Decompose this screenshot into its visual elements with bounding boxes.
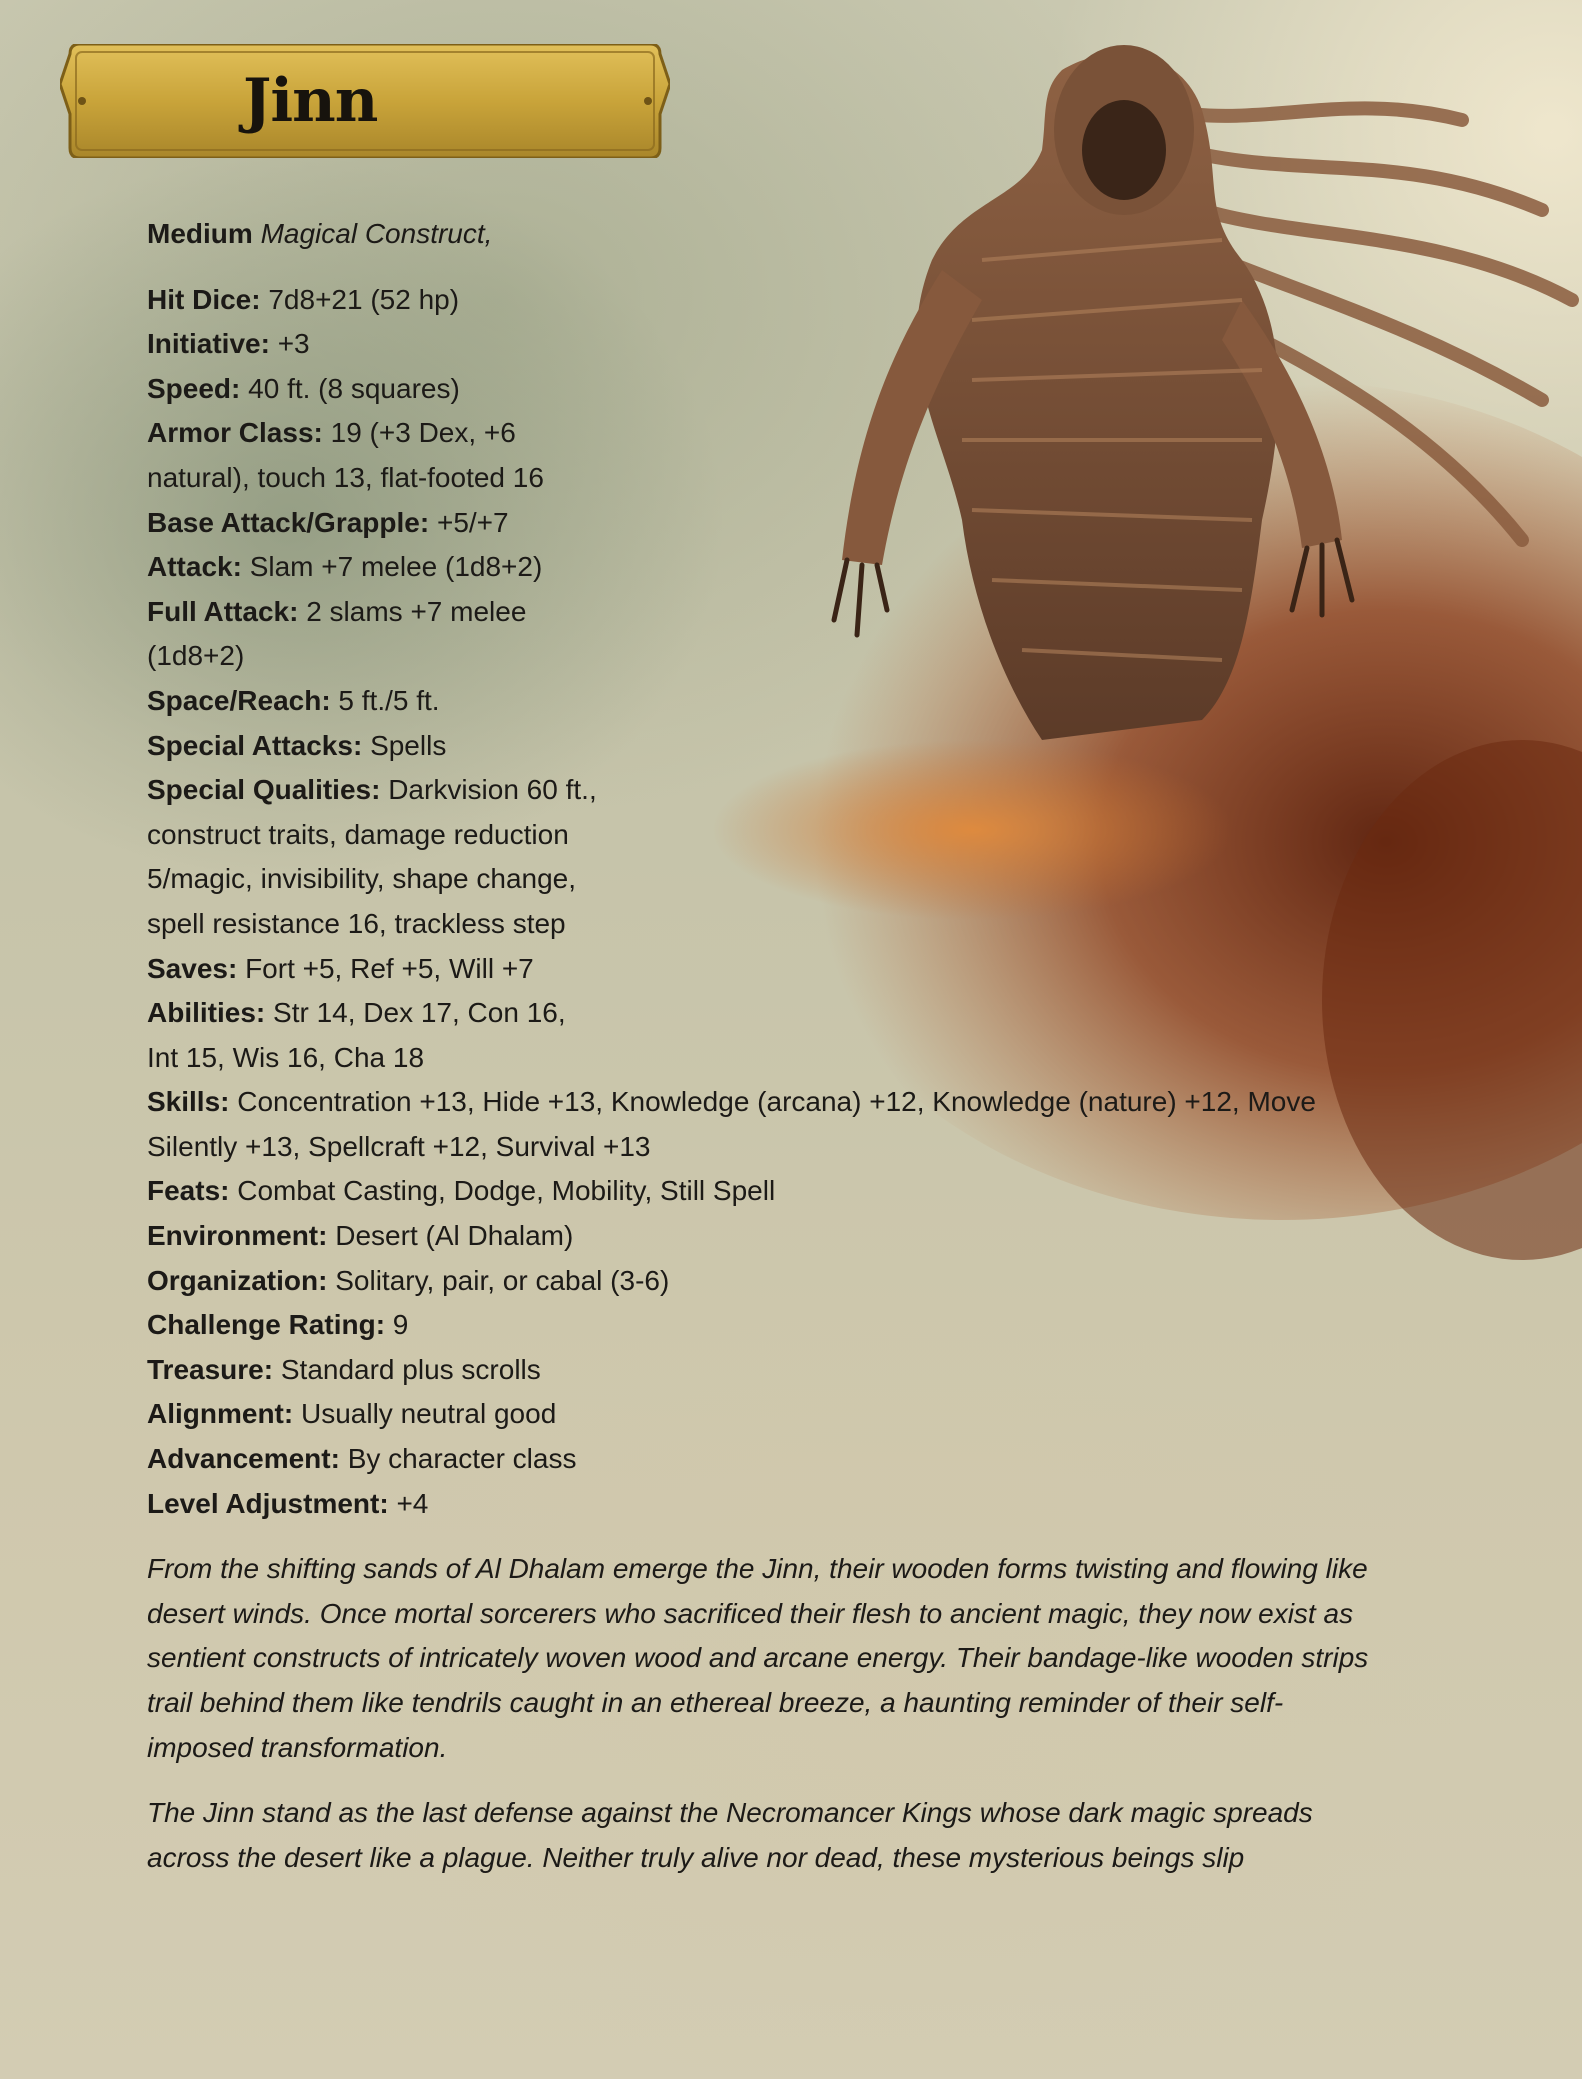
stat-organization (147, 1259, 1377, 1304)
stat-value: 7d8+21 (52 hp) (268, 283, 460, 315)
stat-value: Concentration +13, Hide +13, Knowledge (arcana) +12, Knowledge (nature) +12, Move Silently +13, Spellcraft +12, Survival +13 (147, 1086, 1316, 1162)
stat-hit-dice (147, 278, 607, 323)
stat-value: 2 slams +7 melee (1d8+2) (147, 595, 527, 672)
stat-value: Combat Casting, Dodge, Mobility, Still Spell (237, 1175, 776, 1207)
stat-value: 9 (392, 1309, 409, 1341)
stat-label: Saves: (147, 952, 238, 984)
stat-label: Armor Class: (147, 417, 323, 449)
stat-label: Attack: (147, 551, 242, 583)
stat-challenge-rating (147, 1303, 1377, 1348)
stat-value: Spells (370, 729, 447, 761)
stat-level-adjustment (147, 1482, 1377, 1527)
stat-value: 5 ft./5 ft. (338, 684, 440, 716)
stat-label: Base Attack/Grapple: (147, 506, 430, 538)
stat-label: Space/Reach: (147, 684, 331, 716)
stat-value: Darkvision 60 ft., construct traits, damage reduction 5/magic, invisibility, shape change, spell resistance 16, trackless step (147, 774, 597, 939)
size-label: Medium (147, 218, 253, 249)
stat-label: Skills: (147, 1086, 230, 1118)
stat-full-attack (147, 590, 547, 679)
stat-value: Slam +7 melee (1d8+2) (249, 551, 543, 583)
stat-label: Feats: (147, 1175, 230, 1207)
stat-label: Speed: (147, 372, 241, 404)
stat-base-attack (147, 501, 607, 546)
stat-label: Hit Dice: (147, 283, 261, 315)
stat-space-reach (147, 679, 607, 724)
stat-value: Fort +5, Ref +5, Will +7 (245, 952, 534, 984)
page-title: Jinn (243, 66, 378, 136)
type-label: Magical Construct, (260, 218, 493, 249)
stat-label: Level Adjustment: (147, 1487, 389, 1519)
stat-label: Treasure: (147, 1353, 274, 1385)
stat-label: Special Qualities: (147, 774, 381, 806)
lore-paragraph: The Jinn stand as the last defense against the Necromancer Kings whose dark magic spreads across the desert like a plague. Neither truly alive nor dead, these mysterious beings slip (147, 1797, 1313, 1873)
stat-label: Challenge Rating: (147, 1309, 386, 1341)
stat-special-qualities (147, 768, 617, 946)
stat-value: 19 (+3 Dex, +6 natural), touch 13, flat-footed 16 (147, 417, 544, 493)
size-type-line (147, 212, 607, 257)
stat-saves (147, 947, 607, 992)
stat-value: Solitary, pair, or cabal (3-6) (335, 1264, 670, 1296)
stat-treasure (147, 1348, 1377, 1393)
stat-alignment (147, 1392, 1377, 1437)
lore-paragraph: From the shifting sands of Al Dhalam emerge the Jinn, their wooden forms twisting and flowing like desert winds. Once mortal sorcerers who sacrificed their flesh to ancient magic, they now exist as sentient constructs of intricately woven wood and arcane energy. Their bandage-like wooden strips trail behind them like tendrils caught in an ethereal breeze, a haunting reminder of their self-imposed transformation. (147, 1553, 1369, 1763)
stat-label: Full Attack: (147, 595, 299, 627)
stat-special-attacks (147, 724, 607, 769)
stat-abilities (147, 991, 577, 1080)
stat-attack (147, 545, 607, 590)
title-banner (60, 44, 670, 158)
stat-feats (147, 1169, 1377, 1214)
stat-value: 40 ft. (8 squares) (248, 372, 460, 404)
stat-value: +5/+7 (436, 506, 509, 538)
stat-armor-class (147, 411, 607, 500)
stat-speed (147, 367, 607, 412)
stat-label: Alignment: (147, 1398, 294, 1430)
stat-environment (147, 1214, 1377, 1259)
stat-label: Organization: (147, 1264, 328, 1296)
stat-value: Standard plus scrolls (280, 1353, 541, 1385)
stat-value: Str 14, Dex 17, Con 16, Int 15, Wis 16, Cha 18 (147, 997, 566, 1073)
stat-value: +3 (277, 328, 310, 360)
stat-advancement (147, 1437, 1377, 1482)
stat-label: Abilities: (147, 997, 266, 1029)
stat-label: Environment: (147, 1220, 328, 1252)
stat-block (147, 212, 1377, 1880)
stat-value: +4 (396, 1487, 429, 1519)
stat-label: Special Attacks: (147, 729, 363, 761)
stat-skills (147, 1080, 1347, 1169)
stat-initiative (147, 322, 607, 367)
stat-value: By character class (347, 1443, 577, 1475)
stat-label: Advancement: (147, 1443, 340, 1475)
stat-value: Usually neutral good (301, 1398, 557, 1430)
stat-value: Desert (Al Dhalam) (335, 1220, 574, 1252)
stat-label: Initiative: (147, 328, 270, 360)
